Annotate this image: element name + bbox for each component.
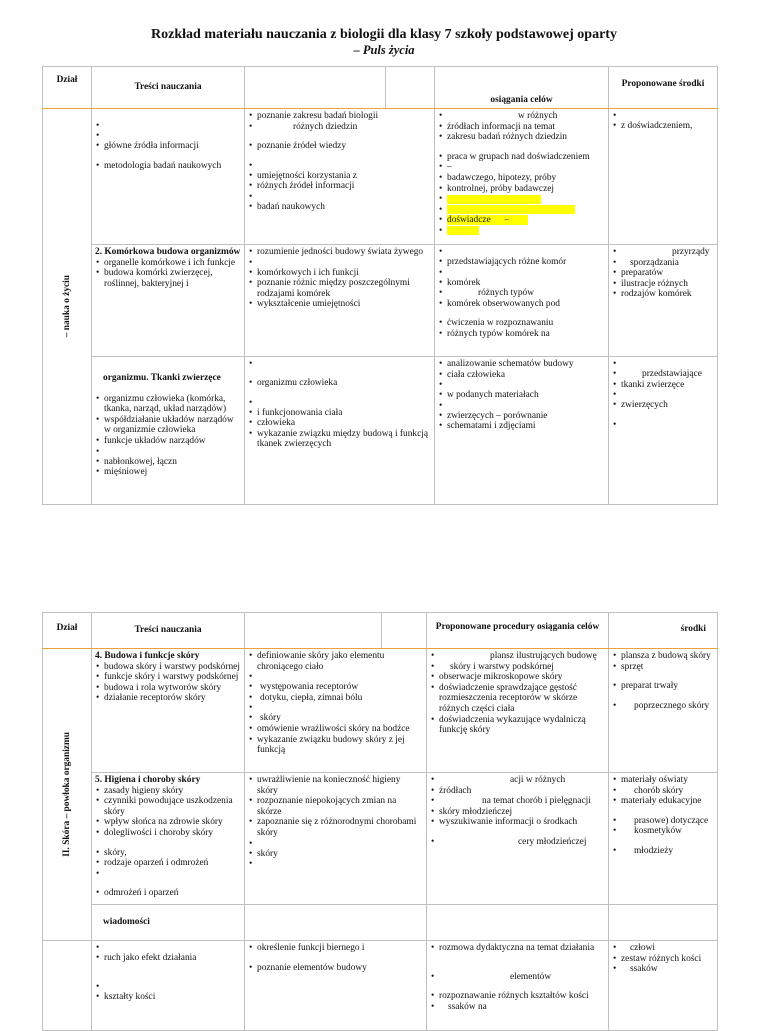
cell-text: • elementów bbox=[430, 972, 605, 983]
section-label-cell bbox=[43, 109, 92, 505]
cell-text: • schematami i zdjęciami bbox=[438, 421, 605, 432]
section-label-cell bbox=[43, 649, 92, 941]
cell-text bbox=[95, 121, 241, 131]
table-row bbox=[43, 649, 718, 773]
cell-text: Dział bbox=[56, 75, 78, 85]
section-label: – nauka o życiu bbox=[61, 275, 72, 338]
procedury-cell bbox=[427, 941, 609, 1031]
cell-text: • mięśniowej bbox=[95, 467, 241, 478]
cell-text: Proponowane procedury osiągania celów bbox=[435, 622, 600, 632]
srodki-cell bbox=[609, 649, 718, 773]
tresci-cell bbox=[92, 245, 245, 357]
cell-text: Proponowane środki bbox=[621, 79, 705, 89]
srodki-cell bbox=[609, 905, 718, 941]
table-row bbox=[43, 357, 718, 505]
tresci-cell bbox=[92, 905, 245, 941]
tresci-cell bbox=[92, 109, 245, 245]
cell-text bbox=[95, 869, 241, 879]
cell-text bbox=[612, 390, 714, 400]
cell-text: • metodologia badań naukowych bbox=[95, 161, 241, 172]
wymagania-cell bbox=[245, 649, 427, 773]
list-item bbox=[438, 226, 605, 237]
cell-text bbox=[248, 258, 431, 268]
cell-text: • funkcje skóry i warstwy podskórnej bbox=[95, 672, 241, 683]
cell-text: • poznanie zakresu badań biologii bbox=[248, 111, 431, 122]
cell-text: • skóry młodzieńczej bbox=[430, 807, 605, 818]
cell-text: • budowa i rola wytworów skóry bbox=[95, 683, 241, 694]
cell-text bbox=[248, 672, 423, 682]
row-title: organizmu. Tkanki zwierzęce bbox=[103, 373, 221, 383]
cell-text: • umiejętności korzystania z bbox=[248, 171, 431, 182]
cell-text: • zakresu badań różnych dziedzin bbox=[438, 132, 605, 143]
header-srodki bbox=[609, 613, 718, 649]
cell-text bbox=[95, 943, 241, 953]
list-item bbox=[438, 215, 605, 226]
table-row bbox=[43, 905, 718, 941]
cell-text: • analizowanie schematów budowy bbox=[438, 359, 605, 370]
cell-text: • chorób skóry bbox=[612, 786, 714, 797]
cell-text: • organizmu człowieka bbox=[248, 378, 431, 389]
cell-text: • nabłonkowej, łączn bbox=[95, 457, 241, 468]
table-header-row bbox=[43, 613, 718, 649]
table-row bbox=[43, 941, 718, 1031]
cell-text: • główne źródła informacji bbox=[95, 141, 241, 152]
srodki-cell bbox=[609, 941, 718, 1031]
highlighted-text: doświadcze bbox=[447, 215, 491, 226]
cell-text: • komórek obserwowanych pod bbox=[438, 299, 605, 310]
cell-text: Treści nauczania bbox=[134, 625, 202, 636]
row-title: wiadomości bbox=[103, 917, 150, 928]
cell-text: • plansza z budową skóry bbox=[612, 651, 714, 662]
cell-text: • organizmu człowieka (komórka, tkanka, narząd, układ narządów) bbox=[95, 394, 241, 415]
cell-text: • wpływ słońca na zdrowie skóry bbox=[95, 817, 241, 828]
header-tresci bbox=[92, 67, 245, 109]
cell-text: • współdziałanie układów narządów w organizmie człowieka bbox=[95, 415, 241, 436]
cell-text: • skóry bbox=[248, 849, 423, 860]
cell-text: • zwierzęcych bbox=[612, 400, 714, 411]
cell-text: • komórkowych i ich funkcji bbox=[248, 268, 431, 279]
cell-text: • zestaw różnych kości bbox=[612, 954, 714, 965]
curriculum-table-1 bbox=[42, 66, 718, 505]
cell-text bbox=[438, 380, 605, 390]
cell-text: • cery młodzieńczej bbox=[430, 837, 605, 848]
cell-text: • czynniki powodujące uszkodzenia skóry bbox=[95, 796, 241, 817]
cell-text: • komórek bbox=[438, 278, 605, 289]
cell-text: • odmrożeń i oparzeń bbox=[95, 888, 241, 899]
cell-text: • rodzajów komórek bbox=[612, 289, 714, 300]
wymagania-cell bbox=[245, 905, 427, 941]
cell-text: • działanie receptorów skóry bbox=[95, 693, 241, 704]
cell-text: • ciała człowieka bbox=[438, 370, 605, 381]
cell-text: • różnych typów bbox=[438, 288, 605, 299]
cell-text: Treści nauczania bbox=[134, 82, 202, 93]
row-title: 4. Budowa i funkcje skóry bbox=[95, 651, 200, 661]
cell-text bbox=[248, 703, 423, 713]
cell-text bbox=[248, 398, 431, 408]
cell-text: • różnych typów komórek na bbox=[438, 329, 605, 340]
cell-text: • różnych źródeł informacji bbox=[248, 181, 431, 192]
cell-text: • człowieka bbox=[248, 418, 431, 429]
procedury-cell bbox=[427, 649, 609, 773]
cell-text: • kosmetyków bbox=[612, 826, 714, 837]
cell-text: • sprzęt bbox=[612, 662, 714, 673]
cell-text: • przedstawiające bbox=[612, 369, 714, 380]
header-procedury bbox=[427, 613, 609, 649]
cell-text: • doświadczenie sprawdzające gęstość rozmieszczenia receptorów w skórze różnych części ciała bbox=[430, 683, 605, 715]
header-srodki bbox=[609, 67, 718, 109]
wymagania-cell bbox=[245, 357, 435, 505]
cell-text: • preparat trwały bbox=[612, 681, 714, 692]
cell-text bbox=[438, 268, 605, 278]
cell-text: • rozmowa dydaktyczna na temat działania bbox=[430, 943, 605, 954]
cell-text: • acji w różnych bbox=[430, 775, 605, 786]
cell-text bbox=[248, 359, 431, 369]
cell-text: – bbox=[504, 215, 510, 226]
table-row bbox=[43, 773, 718, 905]
cell-text: • badań naukowych bbox=[248, 202, 431, 213]
cell-text: • ssaków bbox=[612, 964, 714, 975]
cell-text: • prasowe) dotyczące bbox=[612, 816, 714, 827]
cell-text: • plansz ilustrujących budowę bbox=[430, 651, 605, 662]
wymagania-cell bbox=[245, 773, 427, 905]
tresci-cell bbox=[92, 773, 245, 905]
cell-text: • skóry, bbox=[95, 848, 241, 859]
cell-text: • kontrolnej, próby badawczej bbox=[438, 184, 605, 195]
cell-text: • ssaków na bbox=[430, 1002, 605, 1013]
cell-text: • badawczego, hipotezy, próby bbox=[438, 173, 605, 184]
cell-text: • poznanie źródeł wiedzy bbox=[248, 141, 431, 152]
cell-text: • różnych dziedzin bbox=[248, 122, 431, 133]
cell-text bbox=[438, 401, 605, 411]
cell-text: • przedstawiających różne komór bbox=[438, 257, 605, 268]
list-item bbox=[438, 205, 605, 216]
cell-text: • tkanki zwierzęce bbox=[612, 380, 714, 391]
section-label: II. Skóra – powłoka organizmu bbox=[61, 732, 72, 857]
cell-text: osiągania celów bbox=[490, 95, 553, 106]
cell-text: • poprzecznego skóry bbox=[612, 701, 714, 712]
cell-text: • wykazanie związku budowy skóry z jej funkcją bbox=[248, 735, 423, 756]
header-empty bbox=[386, 67, 435, 109]
cell-text: • skóry bbox=[248, 713, 423, 724]
srodki-cell bbox=[609, 109, 718, 245]
tresci-cell bbox=[92, 357, 245, 505]
cell-text: • obserwacje mikroskopowe skóry bbox=[430, 672, 605, 683]
wymagania-cell bbox=[245, 109, 435, 245]
procedury-cell bbox=[435, 245, 609, 357]
wymagania-cell bbox=[245, 941, 427, 1031]
cell-text: • materiały oświaty bbox=[612, 775, 714, 786]
cell-text bbox=[95, 982, 241, 992]
cell-text: • w podanych materiałach bbox=[438, 390, 605, 401]
cell-text: • ruch jako efekt działania bbox=[95, 953, 241, 964]
cell-text: • zapoznanie się z różnorodnymi chorobami skóry bbox=[248, 817, 423, 838]
list-item bbox=[438, 194, 605, 205]
cell-text bbox=[612, 420, 714, 430]
cell-text: • człowi bbox=[612, 943, 714, 954]
cell-text: • ćwiczenia w rozpoznawaniu bbox=[438, 318, 605, 329]
cell-text: Dział bbox=[56, 623, 78, 633]
cell-text: • z doświadczeniem, bbox=[612, 121, 714, 132]
cell-text bbox=[438, 247, 605, 257]
cell-text: • skóry i warstwy podskórnej bbox=[430, 662, 605, 673]
cell-text: • organelle komórkowe i ich funkcje bbox=[95, 258, 241, 269]
cell-text: • omówienie wrażliwości skóry na bodźce bbox=[248, 724, 423, 735]
cell-text: • źródłach bbox=[430, 786, 605, 797]
header-dzial bbox=[43, 67, 92, 109]
cell-text: • i funkcjonowania ciała bbox=[248, 408, 431, 419]
header-empty bbox=[245, 67, 386, 109]
srodki-cell bbox=[609, 357, 718, 505]
cell-text: • źródłach informacji na temat bbox=[438, 122, 605, 133]
cell-text: • rodzaje oparzeń i odmrożeń bbox=[95, 858, 241, 869]
cell-text: • występowania receptorów bbox=[248, 682, 423, 693]
cell-text: • dotyku, ciepła, zimnai bólu bbox=[248, 693, 423, 704]
header-dzial bbox=[43, 613, 92, 649]
tresci-cell bbox=[92, 649, 245, 773]
cell-text: • rozpoznanie niepokojących zmian na skórze bbox=[248, 796, 423, 817]
cell-text: • preparatów bbox=[612, 268, 714, 279]
cell-text: • uwrażliwienie na konieczność higieny skóry bbox=[248, 775, 423, 796]
cell-text: • rozumienie jedności budowy świata żywego bbox=[248, 247, 431, 258]
cell-text: • w różnych bbox=[438, 111, 605, 122]
cell-text bbox=[612, 359, 714, 369]
cell-text: • sporządzania bbox=[612, 258, 714, 269]
cell-text: • materiały edukacyjne bbox=[612, 796, 714, 807]
cell-text: środki bbox=[680, 624, 706, 634]
cell-text: • praca w grupach nad doświadczeniem bbox=[438, 152, 605, 163]
srodki-cell bbox=[609, 245, 718, 357]
cell-text: • poznanie elementów budowy bbox=[248, 963, 423, 974]
cell-text: • na temat chorób i pielęgnacji bbox=[430, 796, 605, 807]
cell-text: • wykazanie związku między budową i funkcją tkanek zwierzęcych bbox=[248, 429, 431, 450]
table-row bbox=[43, 109, 718, 245]
cell-text: • wykształcenie umiejętności bbox=[248, 299, 431, 310]
cell-text: • – bbox=[438, 162, 605, 173]
curriculum-table-2 bbox=[42, 612, 718, 1031]
cell-text: • definiowanie skóry jako elementu chroniącego ciało bbox=[248, 651, 423, 672]
tresci-cell bbox=[92, 941, 245, 1031]
cell-text: • funkcje układów narządów bbox=[95, 436, 241, 447]
cell-text bbox=[248, 192, 431, 202]
page-subtitle: – Puls życia bbox=[353, 43, 415, 57]
wymagania-cell bbox=[245, 245, 435, 357]
cell-text: • przyrządy bbox=[612, 247, 714, 258]
header-procedury bbox=[435, 67, 609, 109]
cell-text bbox=[248, 161, 431, 171]
cell-text bbox=[95, 131, 241, 141]
srodki-cell bbox=[609, 773, 718, 905]
procedury-cell bbox=[427, 905, 609, 941]
cell-text: • kształty kości bbox=[95, 992, 241, 1003]
cell-text: • doświadczenia wykazujące wydalniczą funkcję skóry bbox=[430, 715, 605, 736]
procedury-cell bbox=[435, 109, 609, 245]
cell-text bbox=[248, 839, 423, 849]
cell-text bbox=[95, 447, 241, 457]
header-empty bbox=[382, 613, 427, 649]
cell-text: • dolegliwości i choroby skóry bbox=[95, 828, 241, 839]
page-title: Rozkład materiału nauczania z biologii dla klasy 7 szkoły podstawowej oparty bbox=[151, 27, 617, 42]
cell-text: • młodzieży bbox=[612, 846, 714, 857]
cell-text: • rozpoznawanie różnych kształtów kości bbox=[430, 991, 605, 1002]
table-header-row bbox=[43, 67, 718, 109]
cell-text: • budowa skóry i warstwy podskórnej bbox=[95, 662, 241, 673]
cell-text: • budowa komórki zwierzęcej, roślinnej, bakteryjnej i bbox=[95, 268, 241, 289]
cell-text bbox=[248, 859, 423, 869]
cell-text bbox=[612, 111, 714, 121]
section-label-cell bbox=[43, 941, 92, 1031]
cell-text: • zasady higieny skóry bbox=[95, 786, 241, 797]
cell-text: • zwierzęcych – porównanie bbox=[438, 411, 605, 422]
row-title: 2. Komórkowa budowa organizmów bbox=[95, 247, 241, 257]
cell-text: • ilustracje różnych bbox=[612, 279, 714, 290]
procedury-cell bbox=[427, 773, 609, 905]
cell-text: • określenie funkcji biernego i bbox=[248, 943, 423, 954]
header-tresci bbox=[92, 613, 245, 649]
header-empty bbox=[245, 613, 382, 649]
procedury-cell bbox=[435, 357, 609, 505]
table-row bbox=[43, 245, 718, 357]
cell-text: • poznanie różnic między poszczególnymi rodzajami komórek bbox=[248, 278, 431, 299]
cell-text: • wyszukiwanie informacji o środkach bbox=[430, 817, 605, 828]
row-title: 5. Higiena i choroby skóry bbox=[95, 775, 201, 785]
